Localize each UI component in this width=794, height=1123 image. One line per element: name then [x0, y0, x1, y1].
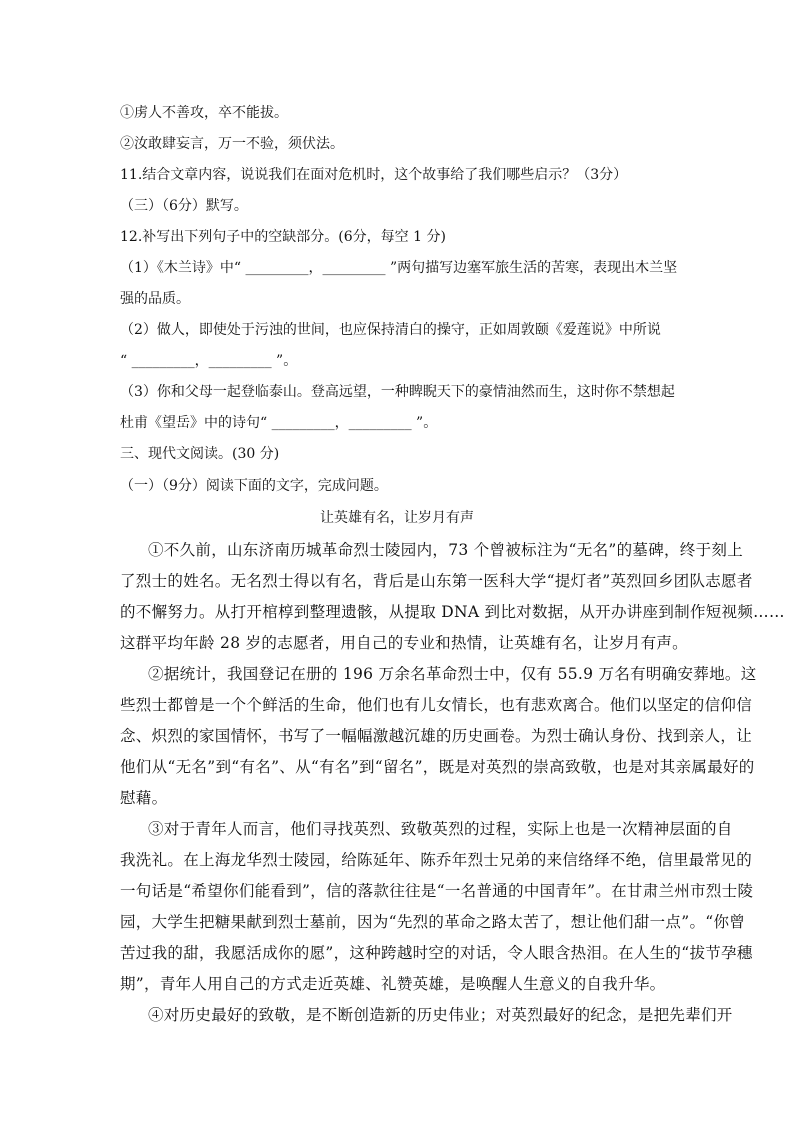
- article-p1-line: ①不久前，山东济南历城革命烈士陵园内，73 个曾被标注为“无名”的墓碑，终于刻上: [148, 541, 744, 559]
- article-p3-line: ③对于青年人而言，他们寻找英烈、致敬英烈的过程，实际上也是一次精神层面的自: [148, 820, 733, 838]
- article-title: 让英雄有名，让岁月有声: [320, 510, 474, 526]
- q10-item-2: ②汝敢肆妄言，万一不验，须伏法。: [120, 136, 344, 152]
- q10-item-1: ①虏人不善攻，卒不能拔。: [120, 105, 288, 121]
- article-p2-line: 慰藉。: [120, 789, 168, 807]
- q12-3-line-1: （3）你和父母一起登临泰山。登高远望，一种睥睨天下的豪情油然而生，这时你不禁想起: [120, 384, 675, 400]
- article-p3-line: 苦过我的甜，我愿活成你的愿”，这种跨越时空的对话，令人眼含热泪。在人生的“拔节孕穗: [120, 944, 753, 962]
- q12-1-line-1: （1）《木兰诗》中“ _________，_________ ”两句描写边塞军旅生活的苦寒，表现出木兰坚: [120, 260, 678, 276]
- q12-2-line-1: （2）做人，即使处于污浊的世间，也应保持清白的操守，正如周敦颐《爱莲说》中所说: [120, 322, 661, 338]
- q12-3-line-2: 杜甫《望岳》中的诗句“ _________，_________ ”。: [120, 415, 438, 431]
- article-p3-line: 期”，青年人用自己的方式走近英雄、礼赞英雄，是唤醒人生意义的自我升华。: [120, 975, 666, 993]
- modern-reading-subheader: （一）（9分）阅读下面的文字，完成问题。: [120, 478, 388, 494]
- article-p1-line: 的不懈努力。从打开棺椁到整理遗骸，从提取 DNA 到比对数据，从开办讲座到制作短视频……: [120, 603, 785, 621]
- modern-reading-header: 三、现代文阅读。(30 分): [120, 446, 280, 462]
- article-p2-line: 他们从“无名”到“有名”、从“有名”到“留名”，既是对英烈的崇高致敬，也是对其亲属最好的: [120, 758, 755, 776]
- article-p3-line: 我洗礼。在上海龙华烈士陵园，给陈延年、陈乔年烈士兄弟的来信络绎不绝，信里最常见的: [120, 851, 753, 869]
- article-p1-line: 这群平均年龄 28 岁的志愿者，用自己的专业和热情，让英雄有名，让岁月有声。: [120, 634, 688, 652]
- q12-1-line-2: 强的品质。: [120, 291, 190, 307]
- article-p2-line: 些烈士都曾是一个个鲜活的生命，他们也有儿女情长，也有悲欢离合。他们以坚定的信仰信: [120, 696, 753, 714]
- q12-2-line-2: “ _________，_________ ”。: [120, 353, 298, 369]
- question-12-header: 12.补写出下列句子中的空缺部分。(6分，每空 1 分): [120, 229, 446, 245]
- article-p3-line: 一句话是“希望你们能看到”，信的落款往往是“一名普通的中国青年”。在甘肃兰州市烈士陵: [120, 882, 754, 900]
- section-3-header: （三）（6分）默写。: [120, 198, 248, 214]
- article-p1-line: 了烈士的姓名。无名烈士得以有名，背后是山东第一医科大学“提灯者”英烈回乡团队志愿者: [120, 572, 753, 590]
- question-11: 11.结合文章内容，说说我们在面对危机时，这个故事给了我们哪些启示？（3分）: [120, 167, 628, 183]
- article-p2-line: 念、炽烈的家国情怀，书写了一幅幅激越沉雄的历史画卷。为烈士确认身份、找到亲人，让: [120, 727, 753, 745]
- article-p3-line: 园，大学生把糖果献到烈士墓前，因为“先烈的革命之路太苦了，想让他们甜一点”。“你曾: [120, 913, 746, 931]
- article-p2-line: ②据统计，我国登记在册的 196 万余名革命烈士中，仅有 55.9 万名有明确安葬地。这: [148, 665, 757, 683]
- article-p4-line: ④对历史最好的致敬，是不断创造新的历史伟业；对英烈最好的纪念，是把先辈们开: [148, 1006, 733, 1024]
